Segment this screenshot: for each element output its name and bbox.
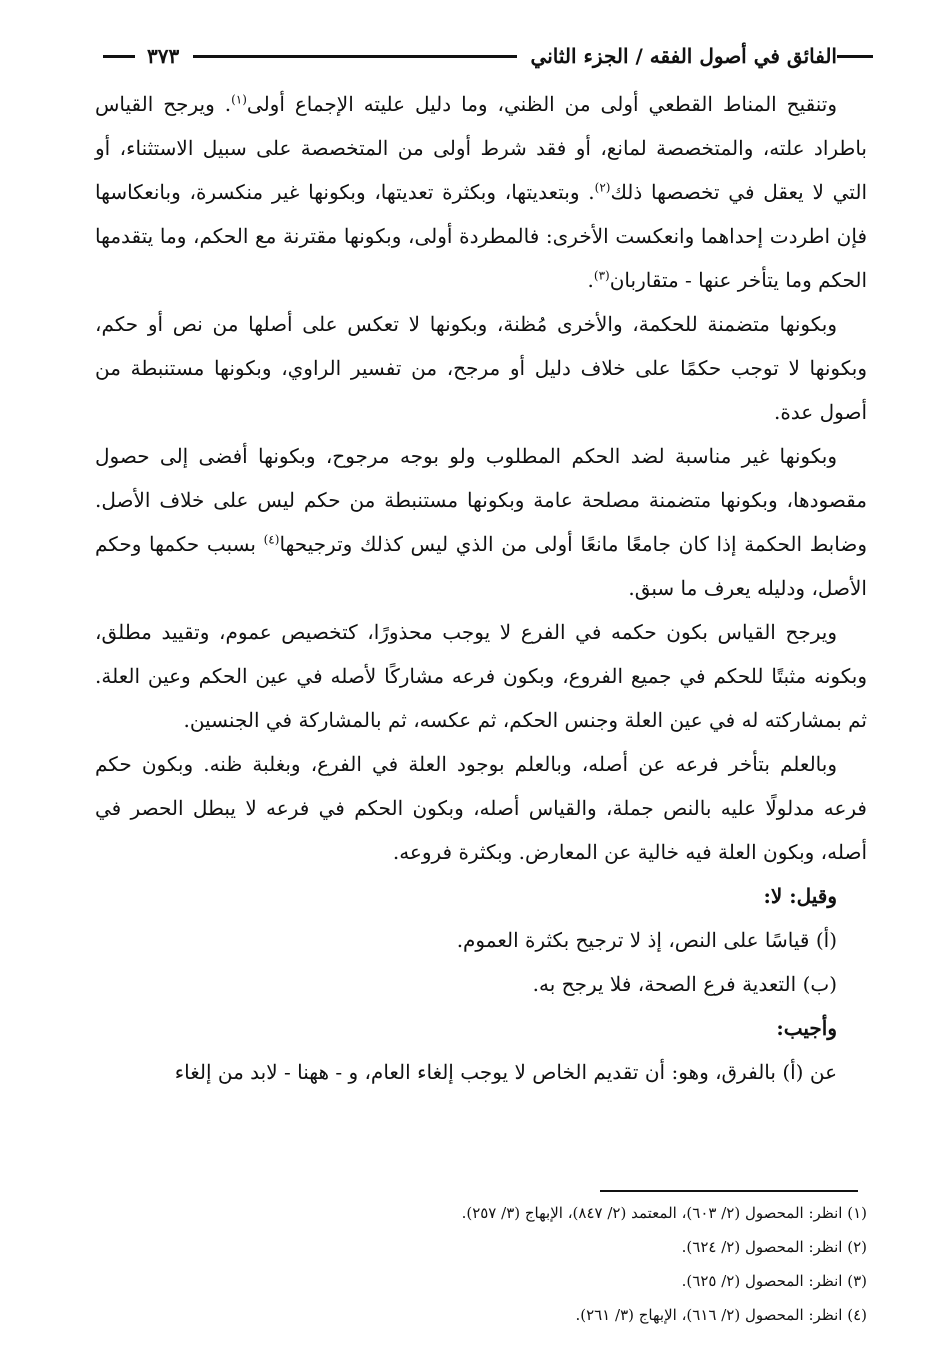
footnote-ref: (٤) xyxy=(263,532,280,547)
paragraph-5: وبالعلم بتأخر فرعه عن أصله، وبالعلم بوجود العلة في الفرع، وبغلبة ظنه. وبكون حكم فرعه مدلولًا عليه بالنص جملة، والقياس أصله، وبكون الحكم في فرعه لا يبطل الحصر في أصله، وبكون العلة فيه خالية عن المعارض. وبكثرة فروعه. xyxy=(95,752,867,864)
running-header xyxy=(95,36,873,76)
paragraph-2: وبكونها متضمنة للحكمة، والأخرى مُظنة، وبكونها لا تعكس على أصلها من نص أو حكم، وبكونها لا توجب حكمًا على خلاف دليل أو مرجح، من تفسير الراوي، وبكونها مستنبطة من أصول عدة. xyxy=(95,312,867,424)
footnote-2: (٢) انظر: المحصول (٢/ ٦٢٤). xyxy=(681,1238,867,1256)
paragraph-text: . وبتعديتها، وبكثرة تعديتها، وبكونها غير منكسرة، وبانعكاسها فإن اطردت إحداهما وانعكست الأخرى: فالمطردة أولى، وبكونها مقترنة مع الحكم، وما يتقدمها الحكم وما يتأخر عنها - متقاربان xyxy=(95,180,867,292)
paragraph-1 xyxy=(95,82,867,302)
paragraph-text: وبكونها غير مناسبة لضد الحكم المطلوب ولو بوجه مرجوح، وبكونها أفضى إلى حصول مقصودها، وبكونها متضمنة مصلحة عامة وبكونها مستنبطة من حكم ليس على خلاف الأصل. وضابط الحكمة إذا كان جامعًا مانعًا أولى من الذي ليس كذلك وترجيحها xyxy=(95,444,867,556)
header-rule xyxy=(193,55,516,58)
paragraph-3 xyxy=(95,434,867,610)
objection-item: (أ) قياسًا على النص، إذ لا ترجيح بكثرة العموم. xyxy=(456,928,837,952)
paragraph-text: . ويرجح القياس باطراد علته، والمتخصصة لمانع، أو فقد شرط أولى من المتخصصة على سبيل الاستثناء، أو التي لا يعقل في تخصصها ذلك xyxy=(95,92,867,204)
answer-label: وأجيب: xyxy=(776,1016,837,1040)
paragraph-text: وتنقيح المناط القطعي أولى من الظني، وما دليل عليته الإجماع أولى xyxy=(246,92,838,116)
page-number: ٣٧٣ xyxy=(147,44,180,68)
objection-item: (ب) التعدية فرع الصحة، فلا يرجح به. xyxy=(532,972,837,996)
footnote-ref: (٢) xyxy=(594,180,611,195)
header-bar-right xyxy=(837,55,873,58)
footnotes xyxy=(95,1196,867,1332)
footnote-ref: (١) xyxy=(231,92,247,107)
paragraph-text: بسبب حكمها وحكم الأصل، ودليله يعرف ما سبق. xyxy=(95,532,867,600)
answer-text: عن (أ) بالفرق، وهو: أن تقديم الخاص لا يوجب إلغاء العام، و - ههنا - لابد من إلغاء xyxy=(174,1060,837,1084)
footnote-4: (٤) انظر: المحصول (٢/ ٦١٦)، الإبهاج (٣/ ٢٦١). xyxy=(575,1306,867,1324)
header-bar-left xyxy=(103,55,135,58)
footnote-1: (١) انظر: المحصول (٢/ ٦٠٣)، المعتمد (٢/ ٨٤٧)، الإبهاج (٣/ ٢٥٧). xyxy=(461,1204,867,1222)
paragraph-text: . xyxy=(587,268,594,292)
main-text xyxy=(95,82,867,1094)
paragraph-4: ويرجح القياس بكون حكمه في الفرع لا يوجب محذورًا، كتخصيص عموم، وتقييد مطلق، وبكونه مثبتًا للحكم في جميع الفروع، وبكون فرعه مشاركًا لأصله في عين الحكم وعين العلة. ثم بمشاركته له في عين العلة وجنس الحكم، ثم عكسه، ثم بالمشاركة في الجنسين. xyxy=(95,620,867,732)
objection-label: وقيل: لا: xyxy=(763,884,837,908)
footnote-3: (٣) انظر: المحصول (٢/ ٦٢٥). xyxy=(681,1272,867,1290)
footnote-ref: (٣) xyxy=(593,268,610,283)
book-title: الفائق في أصول الفقه / الجزء الثاني xyxy=(530,44,837,68)
footnote-separator xyxy=(600,1190,858,1192)
